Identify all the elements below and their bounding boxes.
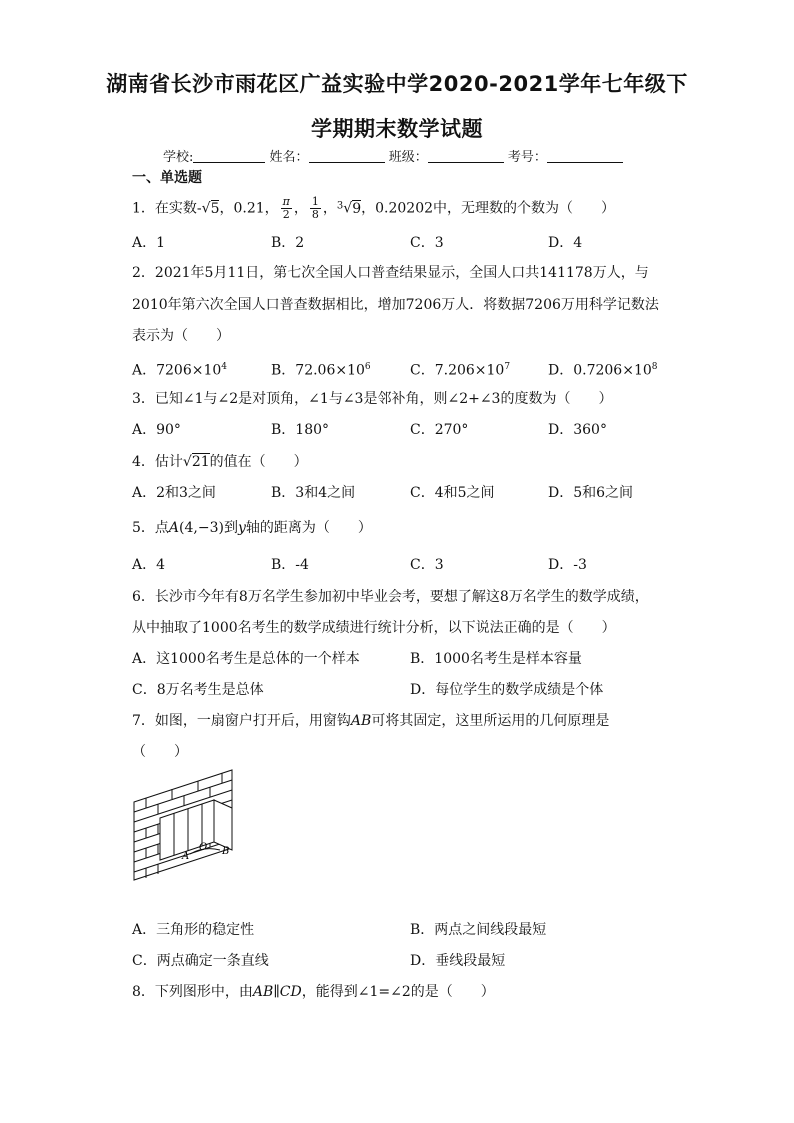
question-5: 5．点A(4,−3)到y轴的距离为（ ） [132, 520, 372, 536]
q1-option-a[interactable]: A．1 [132, 235, 166, 251]
q7-option-d[interactable]: D．垂线段最短 [410, 953, 506, 969]
question-7-line2: （ ） [132, 744, 188, 760]
sqrt-symbol: √ [201, 200, 211, 217]
school-blank [193, 150, 265, 163]
q6-option-a[interactable]: A．这1000名考生是总体的一个样本 [132, 651, 360, 667]
q4-option-c[interactable]: C．4和5之间 [410, 485, 495, 501]
question-3: 3．已知∠1与∠2是对顶角，∠1与∠3是邻补角，则∠2+∠3的度数为（ ） [132, 391, 613, 407]
fraction-one-eighth: $\frac{1}{8}$ [311, 195, 319, 221]
q4-option-d[interactable]: D．5和6之间 [548, 485, 634, 501]
question-1: 1．在实数-√5，0.21， $\frac{\pi}{2}$ ， $\frac{1}{8}$ ，$^3$√9，0.20202中，无理数的个数为（ ） [132, 195, 616, 221]
class-blank [428, 150, 504, 163]
q1-option-b[interactable]: B．2 [271, 235, 305, 251]
name-label: 姓名： [269, 150, 309, 165]
exam-title-line2: 学期期末数学试题 [311, 117, 483, 141]
question-2-line2: 2010年第六次全国人口普查数据相比，增加7206万人．将数据7206万用科学记数法 [132, 297, 659, 313]
q1-option-d[interactable]: D．4 [548, 235, 583, 251]
q4-option-b[interactable]: B．3和4之间 [271, 485, 356, 501]
q6-option-d[interactable]: D．每位学生的数学成绩是个体 [410, 682, 604, 698]
fraction-pi-over-2: $\frac{\pi}{2}$ [282, 195, 290, 221]
cube-root-symbol: 3 [336, 200, 344, 212]
q3-option-d[interactable]: D．360° [548, 422, 607, 438]
q3-option-a[interactable]: A．90° [132, 422, 181, 438]
window-brick-wall-diagram [132, 768, 236, 882]
exam-title-line1: 湖南省长沙市雨花区广益实验中学2020-2021学年七年级下 [106, 72, 688, 96]
q6-option-b[interactable]: B．1000名考生是样本容量 [410, 651, 582, 667]
q7-option-b[interactable]: B．两点之间线段最短 [410, 922, 547, 938]
q2-option-d[interactable]: D．$0.7206\times 10^8$ [548, 362, 658, 379]
class-label: 班级： [388, 150, 428, 165]
section-heading: 一、单选题 [132, 170, 202, 186]
q5-option-d[interactable]: D．-3 [548, 557, 587, 573]
number-blank [547, 150, 623, 163]
q4-option-a[interactable]: A．2和3之间 [132, 485, 216, 501]
q6-option-c[interactable]: C．8万名考生是总体 [132, 682, 264, 698]
question-2-line1: 2．2021年5月11日，第七次全国人口普查结果显示，全国人口共141178万人，与 [132, 265, 649, 281]
window-hook-figure [132, 768, 236, 886]
question-7-line1: 7．如图，一扇窗户打开后，用窗钩AB可将其固定，这里所运用的几何原理是 [132, 713, 610, 729]
q7-option-a[interactable]: A．三角形的稳定性 [132, 922, 255, 938]
question-4: 4．估计√21的值在（ ） [132, 454, 308, 470]
question-6-line2: 从中抽取了1000名考生的数学成绩进行统计分析，以下说法正确的是（ ） [132, 620, 616, 636]
q3-option-b[interactable]: B．180° [271, 422, 330, 438]
number-label: 考号： [507, 150, 547, 165]
question-8: 8．下列图形中，由AB∥CD，能得到∠1=∠2的是（ ） [132, 984, 495, 1000]
point-a-label: A [182, 851, 190, 862]
student-info-row [163, 146, 623, 165]
sqrt-symbol: √ [182, 454, 192, 470]
point-b-label: B [222, 846, 230, 857]
q2-option-c[interactable]: C．$7.206\times 10^7$ [410, 362, 511, 379]
q2-option-a[interactable]: A．$7206\times 10^4$ [132, 362, 228, 379]
q1-option-c[interactable]: C．3 [410, 235, 444, 251]
q7-option-c[interactable]: C．两点确定一条直线 [132, 953, 269, 969]
question-6-line1: 6．长沙市今年有8万名学生参加初中毕业会考，要想了解这8万名学生的数学成绩， [132, 589, 649, 605]
q5-option-c[interactable]: C．3 [410, 557, 444, 573]
question-2-line3: 表示为（ ） [132, 328, 230, 344]
q2-option-b[interactable]: B．$72.06\times 10^6$ [271, 362, 371, 379]
point-o-label: O [199, 842, 208, 853]
school-label: 学校: [163, 150, 194, 165]
q3-option-c[interactable]: C．270° [410, 422, 469, 438]
name-blank [309, 150, 385, 163]
q5-option-b[interactable]: B．-4 [271, 557, 309, 573]
q5-option-a[interactable]: A．4 [132, 557, 166, 573]
